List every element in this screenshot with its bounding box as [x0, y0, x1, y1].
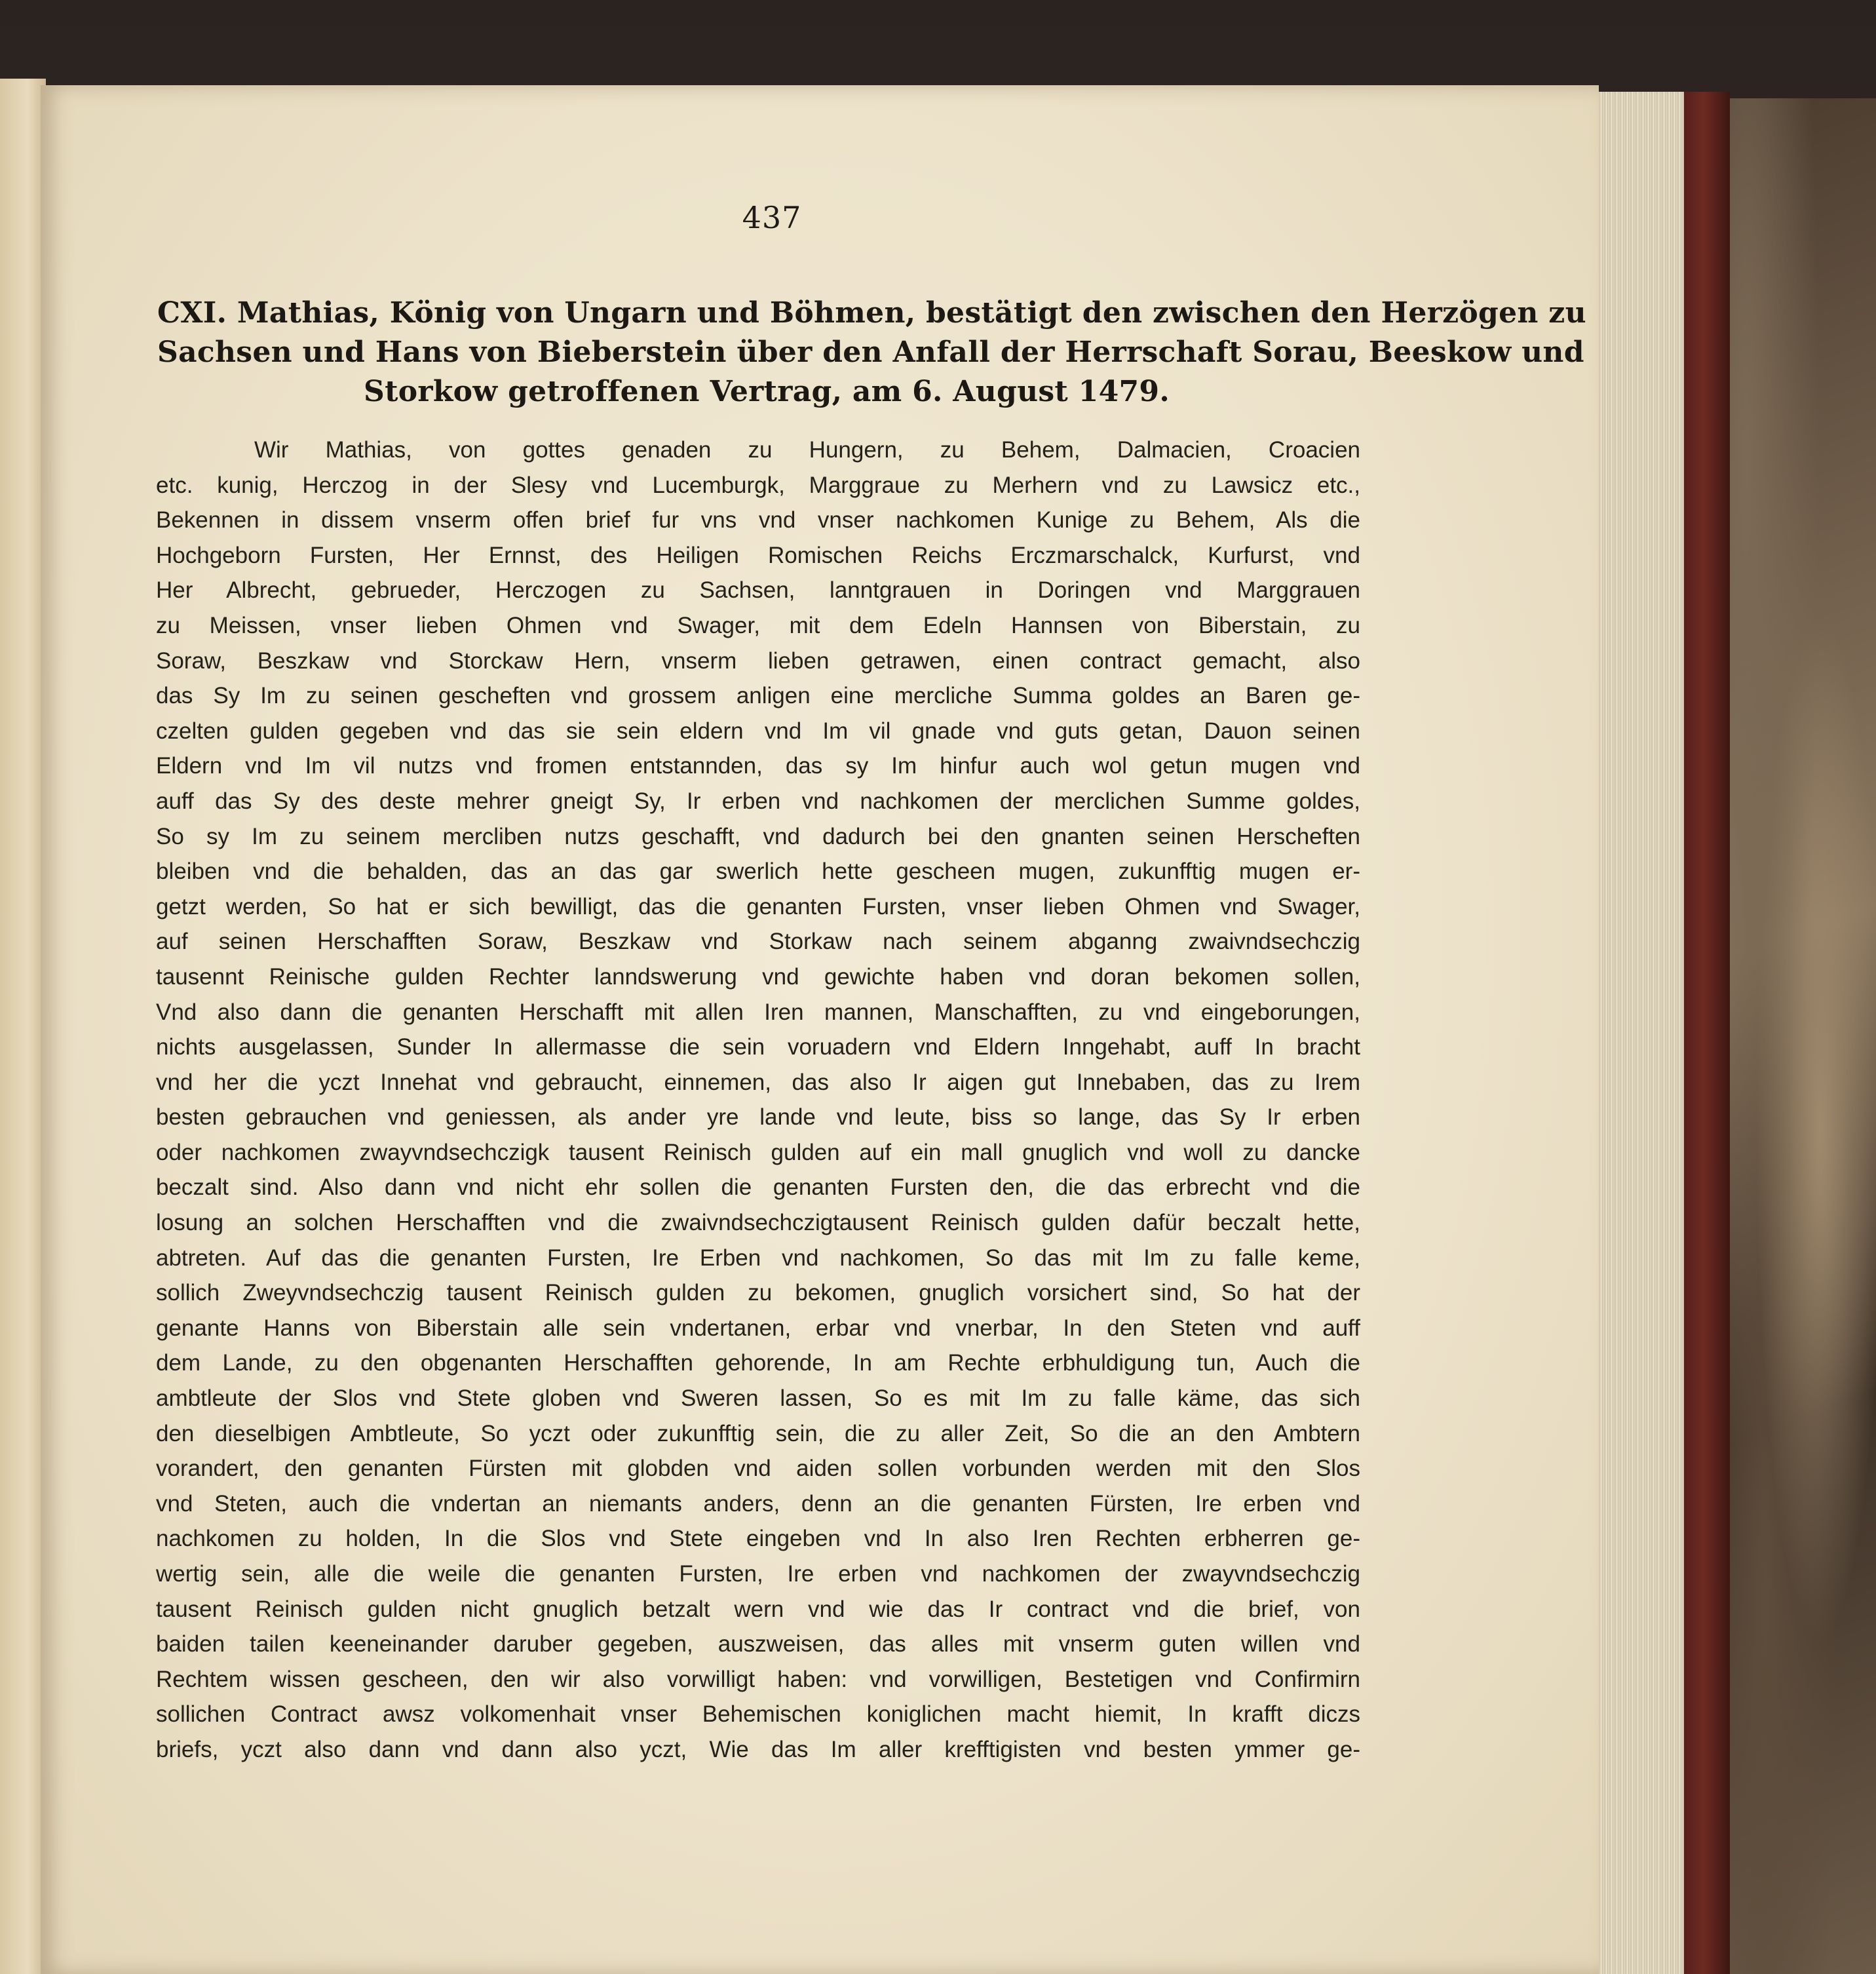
body-line: czelten gulden gegeben vnd das sie sein eldern vnd Im vil gnade vnd guts getan, Dauon seinen [156, 718, 1360, 744]
body-line: zu Meissen, vnser lieben Ohmen vnd Swager, mit dem Edeln Hannsen von Biberstain, zu [156, 612, 1360, 638]
body-line: beczalt sind. Also dann vnd nicht ehr sollen die genanten Fursten den, die das erbrecht vnd die [156, 1174, 1360, 1201]
document-body [156, 433, 1360, 1768]
body-line: vorandert, den genanten Fürsten mit globden vnd aiden sollen vorbunden werden mit den Slos [156, 1456, 1360, 1482]
body-line: etc. kunig, Herczog in der Slesy vnd Lucemburgk, Marggraue zu Merhern vnd zu Lawsicz etc., [156, 472, 1360, 498]
body-line: Her Albrecht, gebrueder, Herczogen zu Sachsen, lanntgrauen in Doringen vnd Marggrauen [156, 577, 1360, 604]
body-line: nichts ausgelassen, Sunder In allermasse die sein voruadern vnd Eldern Inngehabt, auff In bracht [156, 1034, 1360, 1060]
body-line: den dieselbigen Ambtleute, So yczt oder zukunfftig sein, die zu aller Zeit, So die an den Ambtern [156, 1420, 1360, 1446]
cover-edge [1677, 92, 1730, 1974]
body-line: briefs, yczt also dann vnd dann also yczt, Wie das Im aller krefftigisten vnd besten ymmer ge- [156, 1736, 1360, 1762]
body-line: auff das Sy des deste mehrer gneigt Sy, Ir erben vnd nachkomen der merclichen Summe goldes, [156, 788, 1360, 814]
body-line: sollich Zweyvndsechczig tausent Reinisch gulden zu bekomen, gnuglich vorsichert sind, So hat der [156, 1280, 1360, 1306]
body-line: ambtleute der Slos vnd Stete globen vnd Sweren lassen, So es mit Im zu falle käme, das sich [156, 1385, 1360, 1412]
body-line: Eldern vnd Im vil nutzs vnd fromen entstannden, das sy Im hinfur auch wol getun mugen vnd [156, 753, 1360, 779]
body-line: Vnd also dann die genanten Herschafft mit allen Iren mannen, Manschafften, zu vnd eingeborungen, [156, 999, 1360, 1025]
body-line: Soraw, Beszkaw vnd Storckaw Hern, vnserm lieben getrawen, einen contract gemacht, also [156, 648, 1360, 674]
body-line: So sy Im zu seinem mercliben nutzs geschafft, vnd dadurch bei den gnanten seinen Herscheften [156, 823, 1360, 849]
body-line: baiden tailen keeneinander daruber gegeben, auszweisen, das alles mit vnserm guten willen vnd [156, 1631, 1360, 1657]
body-line: abtreten. Auf das die genanten Fursten, Ire Erben vnd nachkomen, So das mit Im zu falle keme, [156, 1245, 1360, 1271]
body-line: oder nachkomen zwayvndsechczigk tausent Reinisch gulden auf ein mall gnuglich vnd woll zu dancke [156, 1139, 1360, 1165]
heading-line: Storkow getroffenen Vertrag, am 6. August 1479. [364, 375, 1170, 408]
heading-line: Sachsen und Hans von Bieberstein über den Anfall der Herrschaft Sorau, Beeskow und [157, 336, 1584, 369]
body-line: auf seinen Herschafften Soraw, Beszkaw vnd Storkaw nach seinem abganng zwaivndsechczig [156, 929, 1360, 955]
page-stack-edges [1592, 92, 1684, 1974]
body-line: das Sy Im zu seinen gescheften vnd grossem anligen eine mercliche Summa goldes an Baren ge- [156, 683, 1360, 709]
body-line: sollichen Contract awsz volkomenhait vnser Behemischen koniglichen macht hiemit, In krafft diczs [156, 1701, 1360, 1728]
body-line: besten gebrauchen vnd geniessen, als ander yre lande vnd leute, biss so lange, das Sy Ir erben [156, 1104, 1360, 1131]
body-line: dem Lande, zu den obgenanten Herschafften gehorende, In am Rechte erbhuldigung tun, Auch die [156, 1350, 1360, 1376]
body-line: Rechtem wissen gescheen, den wir also vorwilligt haben: vnd vorwilligen, Bestetigen vnd Confirmirn [156, 1666, 1360, 1692]
left-page-edge [0, 79, 46, 1974]
body-line: tausennt Reinische gulden Rechter lanndswerung vnd gewichte haben vnd doran bekomen sollen, [156, 963, 1360, 990]
document-heading [157, 294, 1586, 412]
body-line: bleiben vnd die behalden, das an das gar swerlich hette gescheen mugen, zukunfftig mugen er- [156, 859, 1360, 885]
body-line: wertig sein, alle die weile die genanten Fursten, Ire erben vnd nachkomen der zwayvndsechczig [156, 1561, 1360, 1587]
body-line: genante Hanns von Biberstain alle sein vndertanen, erbar vnd vnerbar, In den Steten vnd auff [156, 1315, 1360, 1341]
body-line: vnd Steten, auch die vndertan an niemants anders, denn an die genanten Fürsten, Ire erben vnd [156, 1490, 1360, 1517]
page-number: 437 [742, 200, 802, 235]
body-line: vnd her die yczt Innehat vnd gebraucht, einnemen, das also Ir aigen gut Innebaben, das zu Irem [156, 1069, 1360, 1095]
body-line: tausent Reinisch gulden nicht gnuglich betzalt wern vnd wie das Ir contract vnd die brief, von [156, 1596, 1360, 1622]
body-line: losung an solchen Herschafften vnd die zwaivndsechczigtausent Reinisch gulden dafür beczalt hette, [156, 1210, 1360, 1236]
body-line: Wir Mathias, von gottes genaden zu Hungern, zu Behem, Dalmacien, Croacien [254, 437, 1360, 463]
body-line: getzt werden, So hat er sich bewilligt, das die genanten Fursten, vnser lieben Ohmen vnd Swager, [156, 893, 1360, 919]
body-line: Bekennen in dissem vnserm offen brief fur vns vnd vnser nachkomen Kunige zu Behem, Als die [156, 507, 1360, 533]
heading-line: CXI. Mathias, König von Ungarn und Böhmen, bestätigt den zwischen den Herzögen zu [157, 296, 1586, 330]
body-line: Hochgeborn Fursten, Her Ernnst, des Heiligen Romischen Reichs Erczmarschalck, Kurfurst, vnd [156, 542, 1360, 568]
body-line: nachkomen zu holden, In die Slos vnd Stete eingeben vnd In also Iren Rechten erbherren ge- [156, 1526, 1360, 1552]
